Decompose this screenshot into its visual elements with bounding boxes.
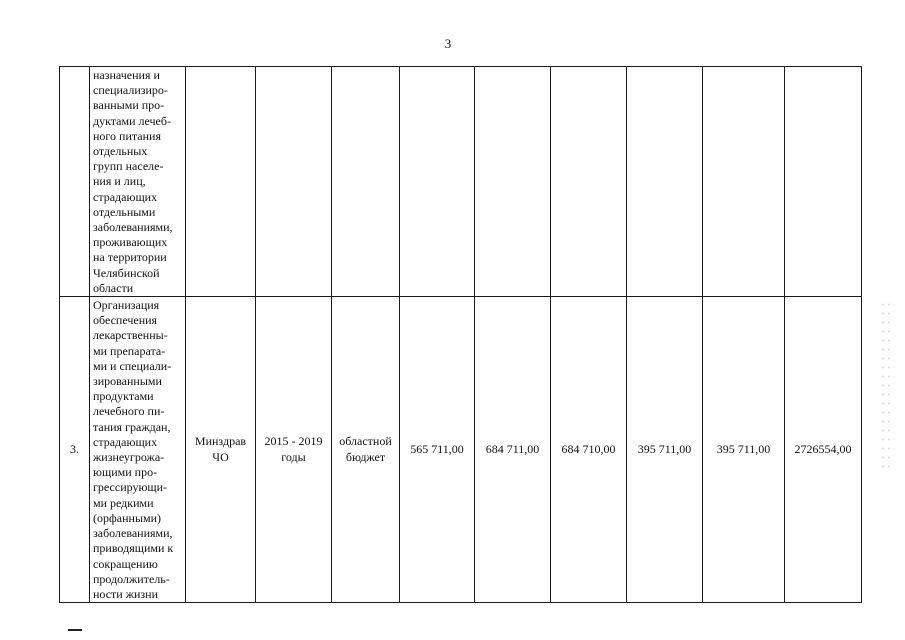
amount-cell bbox=[400, 67, 475, 297]
total-amount-cell: 2726554,00 bbox=[785, 297, 862, 603]
description-line: страдающих bbox=[93, 434, 158, 449]
description-line: Челябинской bbox=[93, 265, 160, 280]
amount-cell: 395 711,00 bbox=[703, 297, 785, 603]
amount-cell: 565 711,00 bbox=[400, 297, 475, 603]
description-line: групп населе- bbox=[93, 159, 164, 174]
description-line: ния и лиц, bbox=[93, 174, 146, 189]
description-line: ми препарата- bbox=[93, 343, 166, 358]
description-line: ми и специали- bbox=[93, 358, 172, 373]
amount-cell bbox=[785, 67, 862, 297]
description-line: лечебного пи- bbox=[93, 404, 165, 419]
source-cell: областной бюджет bbox=[332, 297, 400, 603]
description-line: Организация bbox=[93, 298, 160, 313]
description-line: отдельными bbox=[93, 204, 156, 219]
page-number: 3 bbox=[444, 36, 452, 51]
program-table bbox=[59, 66, 862, 603]
page-mark bbox=[68, 629, 82, 631]
description-line: назначения и bbox=[93, 68, 160, 82]
description-line: грессирующи- bbox=[93, 480, 168, 495]
description-line: тания граждан, bbox=[93, 419, 171, 434]
amount-cell bbox=[627, 67, 703, 297]
description-line: ющими про- bbox=[93, 465, 158, 480]
description-line: ванными про- bbox=[93, 98, 165, 113]
description-line: специализиро- bbox=[93, 83, 168, 98]
description-line: жизнеугрожа- bbox=[93, 450, 165, 465]
description-cell bbox=[90, 297, 186, 603]
description-line: продуктами bbox=[93, 389, 154, 404]
row-number-cell: 3. bbox=[60, 297, 90, 603]
period-cell bbox=[256, 67, 332, 297]
description-line: области bbox=[93, 280, 134, 295]
table-row bbox=[60, 67, 862, 297]
description-line: заболеваниями, bbox=[93, 526, 173, 541]
source-cell bbox=[332, 67, 400, 297]
amount-cell: 395 711,00 bbox=[627, 297, 703, 603]
description-line: дуктами лечеб- bbox=[93, 113, 171, 128]
description-line: сокращению bbox=[93, 556, 158, 571]
description-line: зированными bbox=[93, 374, 162, 389]
executor-cell: Минздрав ЧО bbox=[186, 297, 256, 603]
table-row bbox=[60, 297, 862, 603]
description-line: отдельных bbox=[93, 144, 148, 159]
amount-cell bbox=[551, 67, 627, 297]
description-line: обеспечения bbox=[93, 313, 158, 328]
period-cell: 2015 - 2019 годы bbox=[256, 297, 332, 603]
scan-artifact bbox=[880, 300, 892, 470]
description-line: на территории bbox=[93, 250, 167, 265]
description-line: ми редкими bbox=[93, 495, 154, 510]
description-line: приводящими к bbox=[93, 541, 174, 556]
executor-cell bbox=[186, 67, 256, 297]
description-cell bbox=[90, 67, 186, 297]
amount-cell bbox=[703, 67, 785, 297]
description-line: ного питания bbox=[93, 128, 161, 143]
amount-cell bbox=[475, 67, 551, 297]
description-line: заболеваниями, bbox=[93, 220, 173, 235]
description-line: ности жизни bbox=[93, 586, 159, 601]
description-line: проживающих bbox=[93, 235, 168, 250]
description-line: лекарственны- bbox=[93, 328, 168, 343]
description-line: продолжитель- bbox=[93, 571, 170, 586]
amount-cell: 684 711,00 bbox=[475, 297, 551, 603]
amount-cell: 684 710,00 bbox=[551, 297, 627, 603]
description-line: (орфанными) bbox=[93, 510, 162, 525]
description-line: страдающих bbox=[93, 189, 158, 204]
row-number-cell bbox=[60, 67, 90, 297]
